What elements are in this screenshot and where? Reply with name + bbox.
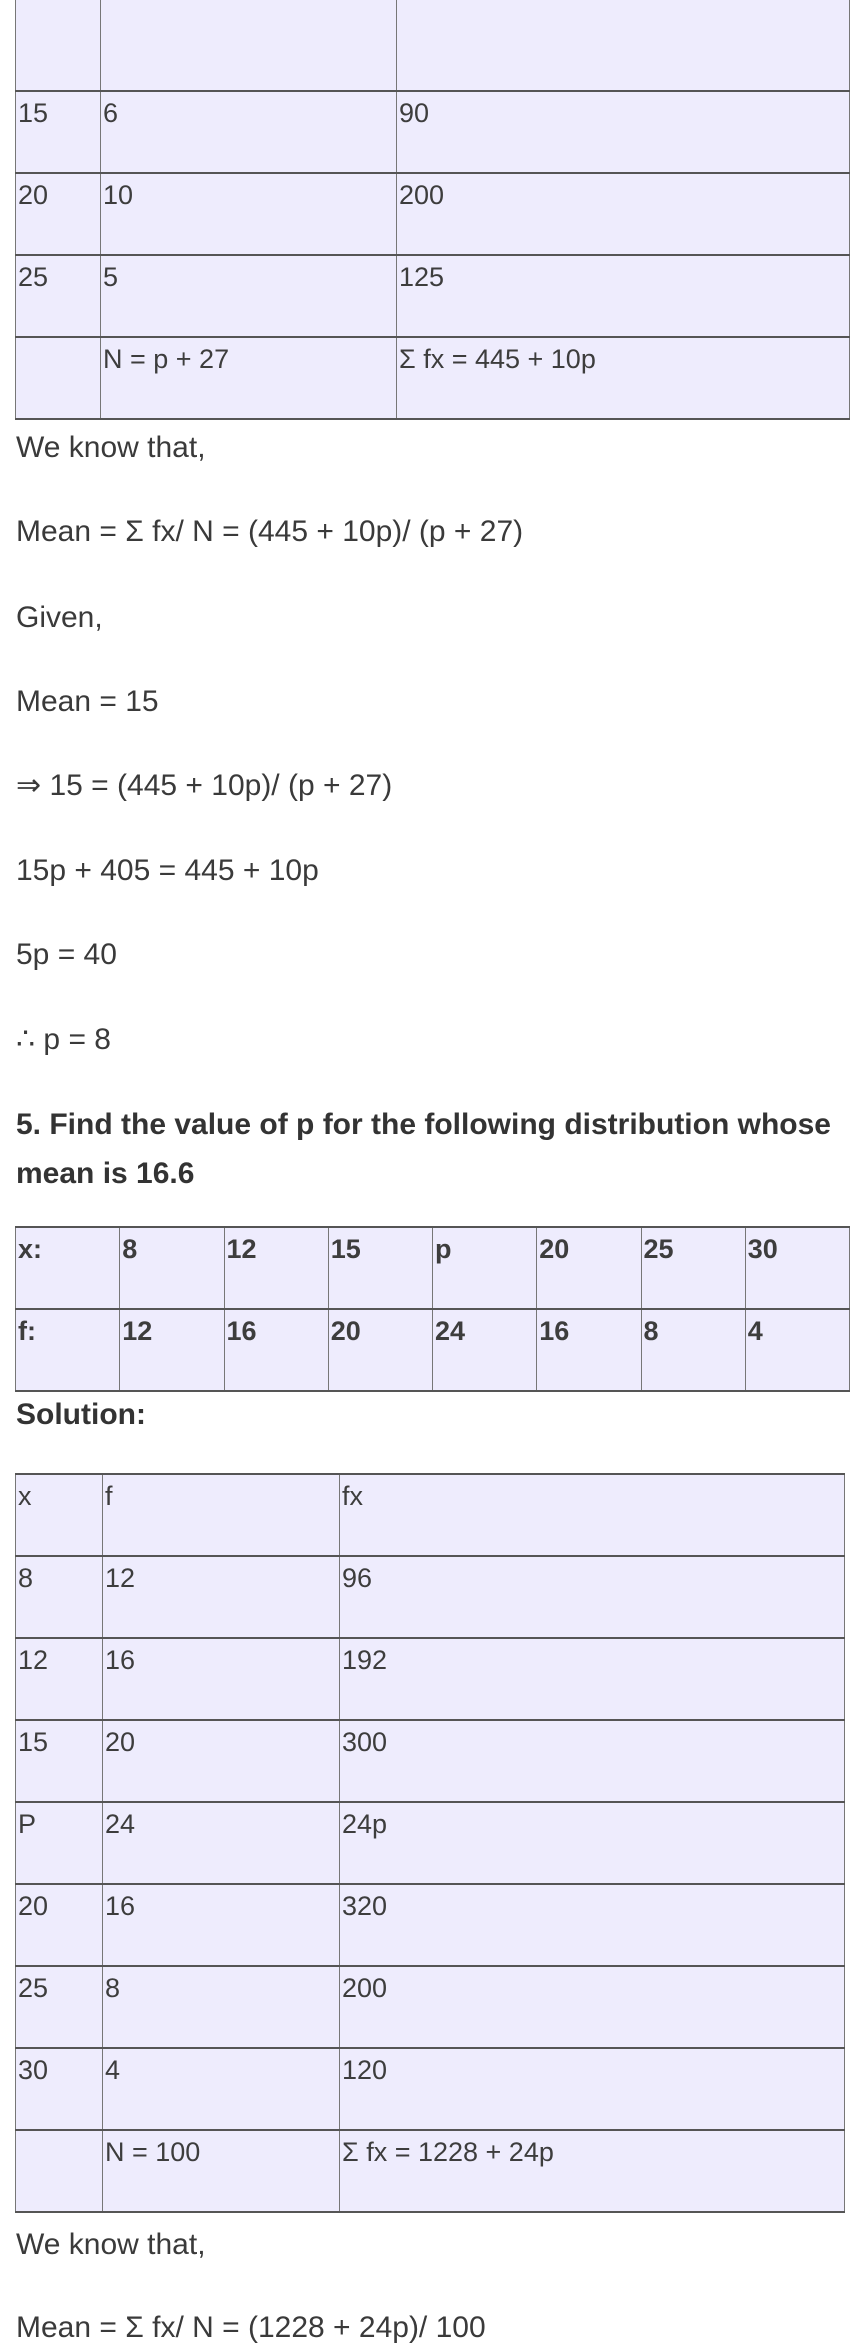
- table-cell: 15: [328, 1227, 432, 1309]
- table-cell: f:: [16, 1309, 120, 1391]
- question-5-heading: 5. Find the value of p for the following distribution whose mean is 16.6: [16, 1108, 831, 1190]
- question-5-solution-table: [15, 1473, 845, 2213]
- table-row: [16, 2130, 845, 2212]
- question-5-distribution-table: [15, 1226, 850, 1392]
- table-cell: 12: [120, 1309, 224, 1391]
- table-cell: 16: [224, 1309, 328, 1391]
- table-cell: 8: [16, 1556, 103, 1638]
- table-cell: 5: [101, 255, 397, 337]
- table-cell: 8: [103, 1966, 340, 2048]
- table-cell: 20: [16, 1884, 103, 1966]
- table-cell: 15: [16, 91, 101, 173]
- table-cell: 12: [224, 1227, 328, 1309]
- table-row: [16, 1884, 845, 1966]
- table-cell: 200: [340, 1966, 845, 2048]
- table-cell: 90: [397, 91, 850, 173]
- table-row: [16, 1638, 845, 1720]
- table-cell: [16, 337, 101, 419]
- table-cell: 24: [103, 1802, 340, 1884]
- table-cell: x: [16, 1474, 103, 1556]
- table-cell: 8: [120, 1227, 224, 1309]
- table-cell: f: [103, 1474, 340, 1556]
- text-we-know-2: We know that,: [16, 2228, 206, 2261]
- table-row: [16, 173, 850, 255]
- text-step-1: 15p + 405 = 445 + 10p: [16, 854, 319, 887]
- text-result: ∴ p = 8: [16, 1023, 111, 1056]
- table-cell: 192: [340, 1638, 845, 1720]
- table-cell: [101, 0, 397, 91]
- table-row: [16, 255, 850, 337]
- table-cell: p: [433, 1227, 537, 1309]
- table-cell: 300: [340, 1720, 845, 1802]
- table-cell: 200: [397, 173, 850, 255]
- table-cell: 30: [16, 2048, 103, 2130]
- table-row: [16, 2048, 845, 2130]
- table-row: [16, 1720, 845, 1802]
- table-cell: 4: [745, 1309, 849, 1391]
- table-cell: 16: [103, 1638, 340, 1720]
- table-row: [16, 91, 850, 173]
- table-row: [16, 1474, 845, 1556]
- table-cell: 25: [16, 255, 101, 337]
- table-cell: N = 100: [103, 2130, 340, 2212]
- table-cell: 20: [103, 1720, 340, 1802]
- table-cell: P: [16, 1802, 103, 1884]
- table-row: [16, 337, 850, 419]
- table-cell: 24: [433, 1309, 537, 1391]
- table-cell: 320: [340, 1884, 845, 1966]
- table-cell: 4: [103, 2048, 340, 2130]
- table-cell: 25: [16, 1966, 103, 2048]
- table-cell: 25: [641, 1227, 745, 1309]
- solution-label: Solution:: [16, 1398, 146, 1431]
- table-cell: [397, 0, 850, 91]
- table-row: [16, 1802, 845, 1884]
- table-cell: [16, 2130, 103, 2212]
- table-cell: 96: [340, 1556, 845, 1638]
- table-cell: 20: [328, 1309, 432, 1391]
- text-mean-formula-2: Mean = Σ fx/ N = (1228 + 24p)/ 100: [16, 2311, 486, 2344]
- text-given: Given,: [16, 601, 103, 634]
- table-cell: Σ fx = 1228 + 24p: [340, 2130, 845, 2212]
- table-cell: 8: [641, 1309, 745, 1391]
- table-cell: 12: [103, 1556, 340, 1638]
- text-mean-value: Mean = 15: [16, 685, 159, 718]
- table-cell: 125: [397, 255, 850, 337]
- table-cell: 15: [16, 1720, 103, 1802]
- table-cell: 20: [16, 173, 101, 255]
- text-mean-formula: Mean = Σ fx/ N = (445 + 10p)/ (p + 27): [16, 515, 524, 548]
- table-cell: 120: [340, 2048, 845, 2130]
- table-cell: 6: [101, 91, 397, 173]
- table-cell: 16: [537, 1309, 641, 1391]
- table-cell: 12: [16, 1638, 103, 1720]
- table-cell: Σ fx = 445 + 10p: [397, 337, 850, 419]
- table-cell: fx: [340, 1474, 845, 1556]
- table-row: [16, 1227, 850, 1309]
- text-implies: ⇒ 15 = (445 + 10p)/ (p + 27): [16, 769, 393, 802]
- table-cell: 10: [101, 173, 397, 255]
- table-cell: N = p + 27: [101, 337, 397, 419]
- table-cell: 16: [103, 1884, 340, 1966]
- table-cell: x:: [16, 1227, 120, 1309]
- table-cell: 24p: [340, 1802, 845, 1884]
- table-cell: 30: [745, 1227, 849, 1309]
- previous-solution-table: [15, 0, 850, 420]
- table-row: [16, 1966, 845, 2048]
- text-step-2: 5p = 40: [16, 938, 117, 971]
- table-row: [16, 0, 850, 91]
- table-row: [16, 1556, 845, 1638]
- text-we-know: We know that,: [16, 431, 206, 464]
- table-cell: 20: [537, 1227, 641, 1309]
- table-row: [16, 1309, 850, 1391]
- table-cell: [16, 0, 101, 91]
